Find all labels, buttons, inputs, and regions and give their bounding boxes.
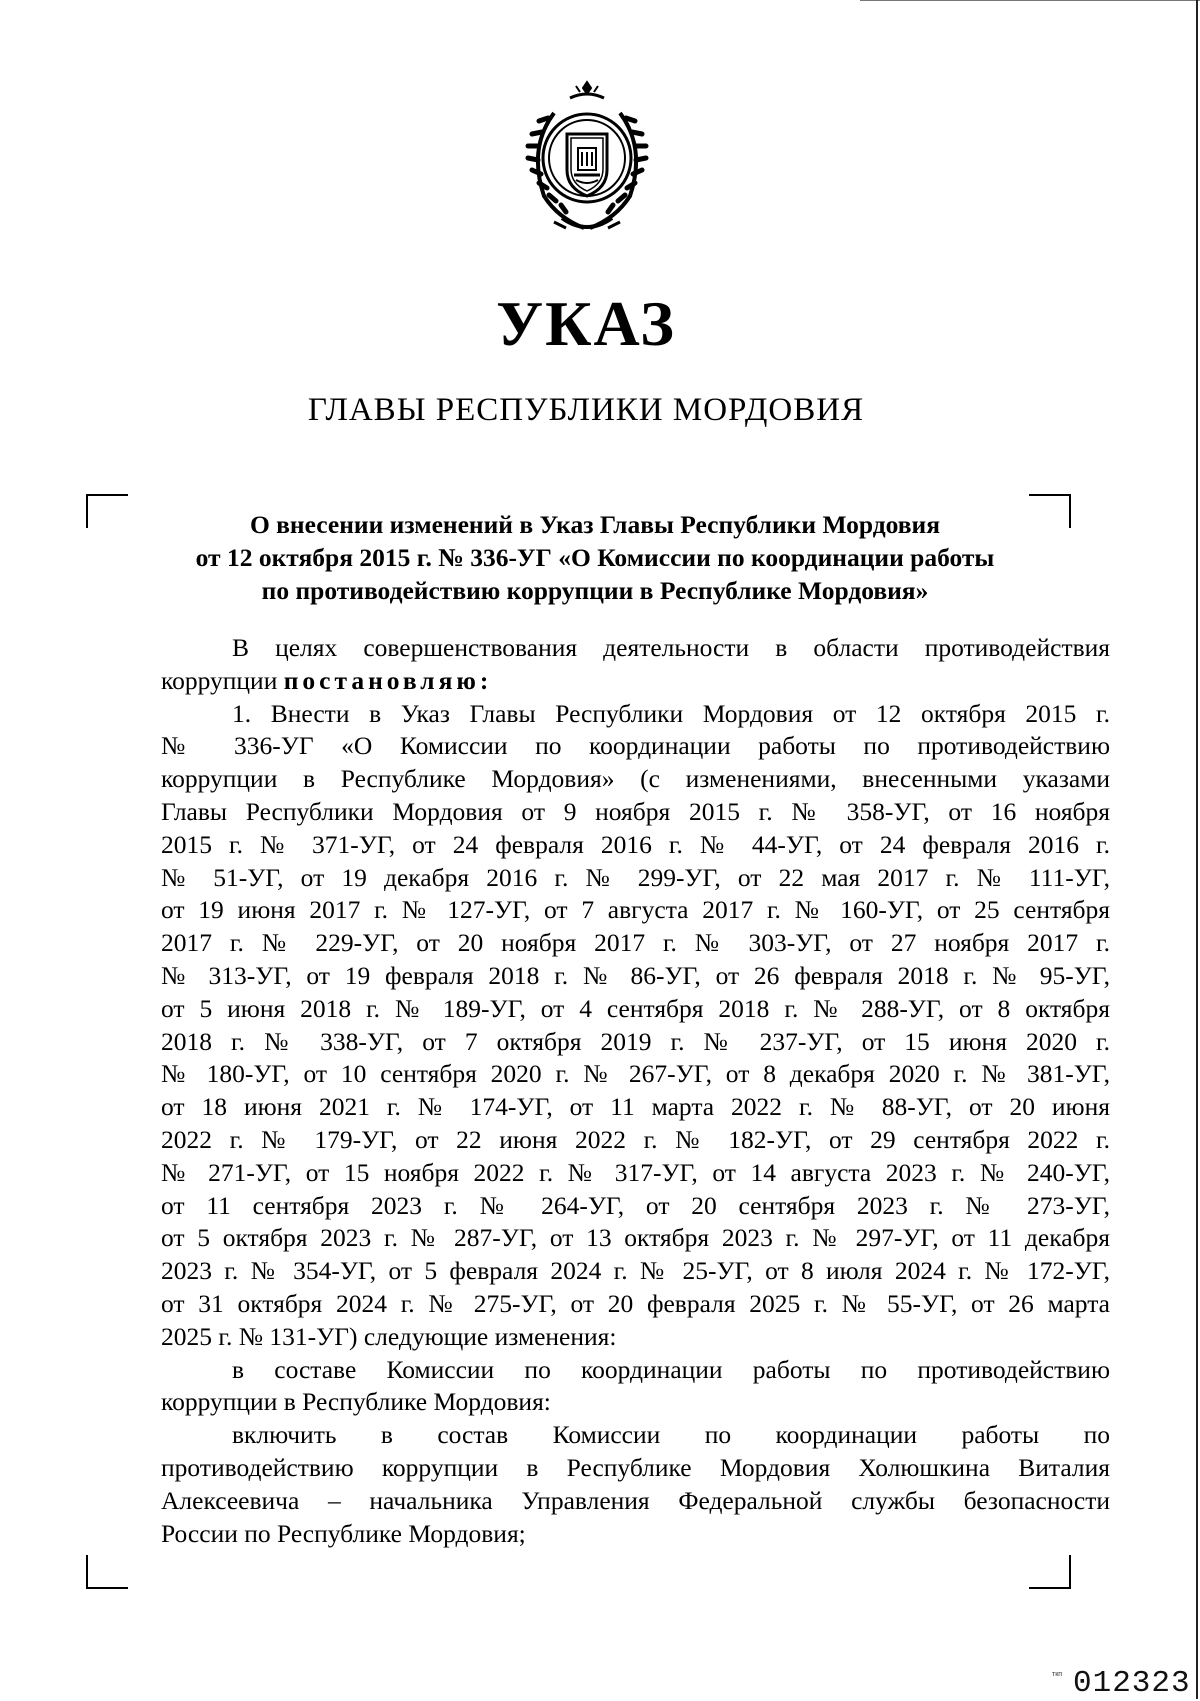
item1-line: от 5 октября 2023 г. № 287-УГ, от 13 октября 2023 г. № 297-УГ, от 11 декабря: [161, 1223, 1110, 1253]
heading-line: от 12 октября 2015 г. № 336-УГ «О Комиссии по координации работы: [195, 543, 995, 572]
item1-line: 2022 г. № 179-УГ, от 22 июня 2022 г. № 182-УГ, от 29 сентября 2022 г.: [161, 1124, 1110, 1154]
item1-line: 2025 г. № 131-УГ) следующие изменения:: [161, 1321, 617, 1351]
document-code: 012323: [1073, 1666, 1191, 1701]
item1-line: от 19 июня 2017 г. № 127-УГ, от 7 августа 2017 г. № 160-УГ, от 25 сентября: [161, 895, 1110, 925]
item1-line: от 31 октября 2024 г. № 275-УГ, от 20 февраля 2025 г. № 55-УГ, от 26 марта: [161, 1288, 1110, 1318]
corner-mark-top-left: [86, 494, 128, 528]
coat-of-arms-emblem: [514, 78, 660, 238]
item1-line: коррупции в Республике Мордовия» (с изменениями, внесенными указами: [161, 764, 1110, 794]
include-line: противодействию коррупции в Республике Мордовия Холюшкина Виталия: [161, 1452, 1110, 1482]
item1-line: от 5 июня 2018 г. № 189-УГ, от 4 сентября 2018 г. № 288-УГ, от 8 октября: [161, 993, 1110, 1023]
item1-line: № 336-УГ «О Комиссии по координации работы по противодействию: [161, 731, 1110, 761]
item1-line: № 271-УГ, от 15 ноября 2022 г. № 317-УГ, от 14 августа 2023 г. № 240-УГ,: [161, 1157, 1110, 1187]
decree-issuer: ГЛАВЫ РЕСПУБЛИКИ МОРДОВИЯ: [307, 392, 865, 428]
heading-line: по противодействию коррупции в Республике Мордовия»: [261, 576, 929, 605]
decree-title: УКАЗ: [496, 288, 676, 359]
preamble-text: коррупции: [161, 665, 284, 695]
item1-line: Главы Республики Мордовия от 9 ноября 2015 г. № 358-УГ, от 16 ноября: [161, 796, 1110, 826]
item1-line: 2023 г. № 354-УГ, от 5 февраля 2024 г. № 25-УГ, от 8 июля 2024 г. № 172-УГ,: [161, 1256, 1110, 1286]
preamble-line-resolution: [161, 665, 1110, 698]
item1-line: 1. Внести в Указ Главы Республики Мордовия от 12 октября 2015 г.: [232, 698, 1110, 728]
page-right-edge-line: [1196, 0, 1198, 1699]
decree-body: [161, 632, 1110, 1550]
page-top-edge-line: [860, 0, 1200, 1]
item1-line: 2017 г. № 229-УГ, от 20 ноября 2017 г. № 303-УГ, от 27 ноября 2017 г.: [161, 928, 1110, 958]
corner-mark-bottom-right: [1029, 1555, 1071, 1589]
include-line: включить в состав Комиссии по координации работы по: [232, 1420, 1110, 1450]
decree-subject-heading: [140, 508, 1050, 607]
item1-line: № 51-УГ, от 19 декабря 2016 г. № 299-УГ, от 22 мая 2017 г. № 111-УГ,: [161, 862, 1110, 892]
item1-line: от 11 сентября 2023 г. № 264-УГ, от 20 сентября 2023 г. № 273-УГ,: [161, 1190, 1110, 1220]
item1-line: 2015 г. № 371-УГ, от 24 февраля 2016 г. № 44-УГ, от 24 февраля 2016 г.: [161, 829, 1110, 859]
include-line: России по Республике Мордовия;: [161, 1518, 526, 1548]
include-line: Алексеевича – начальника Управления Федеральной службы безопасности: [161, 1485, 1110, 1515]
composition-line: коррупции в Республике Мордовия:: [161, 1387, 551, 1417]
resolution-keyword: постановляю:: [283, 665, 493, 695]
item1-line: 2018 г. № 338-УГ, от 7 октября 2019 г. № 237-УГ, от 15 июня 2020 г.: [161, 1026, 1110, 1056]
item1-line: № 180-УГ, от 10 сентября 2020 г. № 267-УГ, от 8 декабря 2020 г. № 381-УГ,: [161, 1059, 1110, 1089]
composition-line: в составе Комиссии по координации работы по противодействию: [232, 1354, 1110, 1384]
item1-line: от 18 июня 2021 г. № 174-УГ, от 11 марта 2022 г. № 88-УГ, от 20 июня: [161, 1092, 1110, 1122]
item1-line: № 313-УГ, от 19 февраля 2018 г. № 86-УГ, от 26 февраля 2018 г. № 95-УГ,: [161, 960, 1110, 990]
preamble-line: В целях совершенствования деятельности в области противодействия: [232, 633, 1110, 662]
heading-line: О внесении изменений в Указ Главы Республики Мордовия: [249, 510, 941, 539]
corner-mark-bottom-left: [86, 1555, 128, 1589]
footer-small-mark: ткп: [1052, 1671, 1063, 1678]
